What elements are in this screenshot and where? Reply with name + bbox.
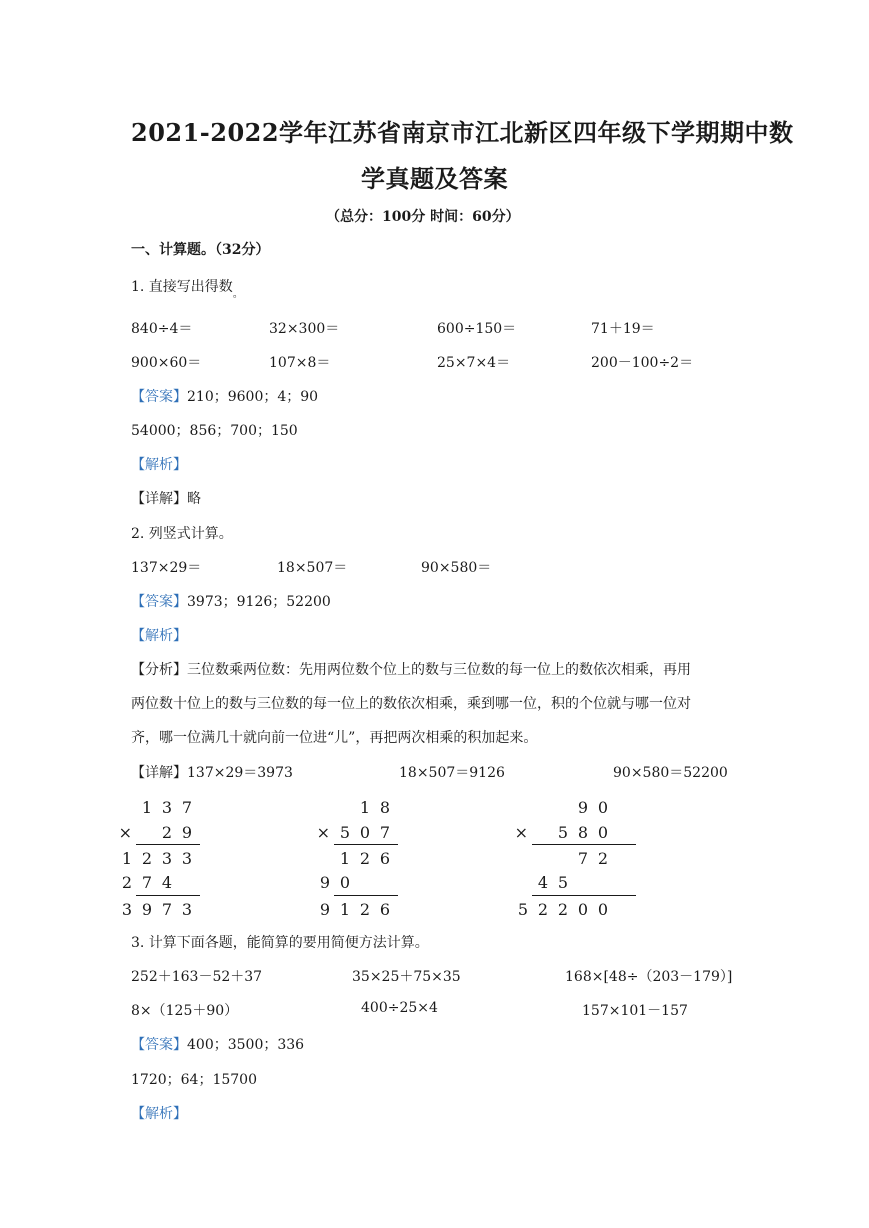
digit: 5 xyxy=(339,823,350,842)
analysis-tag: 【解析】 xyxy=(131,1106,187,1122)
digit: 2 xyxy=(597,849,608,868)
sum-line xyxy=(532,895,636,896)
q3-stem: 3. 计算下面各题，能简算的要用简便方法计算。 xyxy=(131,935,429,951)
q1-stem: 1. 直接写出得数$_。$ xyxy=(131,279,243,300)
digit: 5 xyxy=(557,873,568,892)
digit: 3 xyxy=(161,798,172,817)
digit: 2 xyxy=(359,849,370,868)
digit: 4 xyxy=(161,873,172,892)
q3-item: 400÷25×4 xyxy=(361,1000,438,1016)
digit: 3 xyxy=(121,900,132,919)
digit: 2 xyxy=(557,900,568,919)
q2-fenxi-line: 【分析】三位数乘两位数：先用两位数个位上的数与三位数的每一位上的数依次相乘，再用 xyxy=(131,662,691,678)
q1-item: 71＋19＝ xyxy=(591,321,655,337)
multiply-sign: × xyxy=(514,823,528,842)
q1-detail: 【详解】略 xyxy=(131,491,201,507)
answer-tag: 【答案】 xyxy=(131,389,187,405)
digit: 5 xyxy=(557,823,568,842)
digit: 2 xyxy=(141,849,152,868)
digit: 1 xyxy=(141,798,152,817)
multiply-sign: × xyxy=(316,823,330,842)
doc-title-line1: 2021-2022学年江苏省南京市江北新区四年级下学期期中数 xyxy=(131,118,794,147)
digit: 9 xyxy=(141,900,152,919)
q1-item: 200－100÷2＝ xyxy=(591,355,694,371)
digit: 9 xyxy=(319,873,330,892)
q1-item: 107×8＝ xyxy=(269,355,331,371)
q3-item: 252＋163－52＋37 xyxy=(131,969,263,985)
q1-item: 840÷4＝ xyxy=(131,321,193,337)
sum-line xyxy=(334,895,398,896)
q2-detail: 【详解】137×29＝3973 xyxy=(131,765,293,781)
q2-answer: 【答案】3973；9126；52200 xyxy=(131,594,331,610)
digit: 1 xyxy=(339,900,350,919)
digit: 8 xyxy=(379,798,390,817)
q2-problem: 18×507＝ xyxy=(277,560,348,576)
digit: 7 xyxy=(141,873,152,892)
multiply-sign: × xyxy=(118,823,132,842)
q3-item: 157×101－157 xyxy=(582,1003,688,1019)
digit: 1 xyxy=(339,849,350,868)
q3-item: 35×25＋75×35 xyxy=(352,969,461,985)
q1-item: 25×7×4＝ xyxy=(437,355,511,371)
digit: 4 xyxy=(537,873,548,892)
q2-problem: 137×29＝ xyxy=(131,560,202,576)
answer-tag: 【答案】 xyxy=(131,594,187,610)
q3-answer-line2: 1720；64；15700 xyxy=(131,1072,257,1088)
q3-item: 8×（125＋90） xyxy=(131,1003,239,1019)
digit: 9 xyxy=(181,823,192,842)
q3-item: 168×[48÷（203－179）] xyxy=(565,969,733,985)
product-line xyxy=(532,844,636,845)
sum-line xyxy=(136,895,200,896)
digit: 7 xyxy=(181,798,192,817)
digit: 8 xyxy=(577,823,588,842)
product-line xyxy=(136,844,200,845)
digit: 3 xyxy=(161,849,172,868)
digit: 2 xyxy=(537,900,548,919)
digit: 9 xyxy=(319,900,330,919)
analysis-tag: 【解析】 xyxy=(131,628,187,644)
q1-item: 900×60＝ xyxy=(131,355,202,371)
exam-meta: （总分：100分 时间：60分） xyxy=(326,209,520,225)
digit: 5 xyxy=(517,900,528,919)
digit: 0 xyxy=(597,900,608,919)
answer-tag: 【答案】 xyxy=(131,1037,187,1053)
digit: 7 xyxy=(161,900,172,919)
q2-fenxi-line: 齐，哪一位满几十就向前一位进“儿”，再把两次相乘的积加起来。 xyxy=(131,730,538,746)
section-heading: 一、计算题。（32分） xyxy=(131,242,270,258)
q1-item: 600÷150＝ xyxy=(437,321,517,337)
q1-answer: 【答案】210；9600；4；90 xyxy=(131,389,319,405)
product-line xyxy=(334,844,398,845)
digit: 1 xyxy=(121,849,132,868)
digit: 0 xyxy=(597,798,608,817)
digit: 7 xyxy=(577,849,588,868)
digit: 0 xyxy=(339,873,350,892)
digit: 3 xyxy=(181,900,192,919)
digit: 0 xyxy=(359,823,370,842)
digit: 7 xyxy=(379,823,390,842)
q2-problem: 90×580＝ xyxy=(421,560,492,576)
digit: 2 xyxy=(161,823,172,842)
digit: 0 xyxy=(597,823,608,842)
digit: 2 xyxy=(359,900,370,919)
doc-title-line2: 学真题及答案 xyxy=(361,164,508,193)
q1-item: 32×300＝ xyxy=(269,321,340,337)
digit: 3 xyxy=(181,849,192,868)
analysis-tag: 【解析】 xyxy=(131,457,187,473)
q1-answer-line2: 54000；856；700；150 xyxy=(131,423,298,439)
q3-answer: 【答案】400；3500；336 xyxy=(131,1037,305,1053)
digit: 9 xyxy=(577,798,588,817)
digit: 6 xyxy=(379,849,390,868)
q2-detail: 18×507＝9126 xyxy=(399,765,505,781)
q2-stem: 2. 列竖式计算。 xyxy=(131,526,233,542)
digit: 1 xyxy=(359,798,370,817)
digit: 0 xyxy=(577,900,588,919)
q2-fenxi-line: 两位数十位上的数与三位数的每一位上的数依次相乘，乘到哪一位，积的个位就与哪一位对 xyxy=(131,696,691,712)
digit: 6 xyxy=(379,900,390,919)
q2-detail: 90×580＝52200 xyxy=(613,765,728,781)
digit: 2 xyxy=(121,873,132,892)
